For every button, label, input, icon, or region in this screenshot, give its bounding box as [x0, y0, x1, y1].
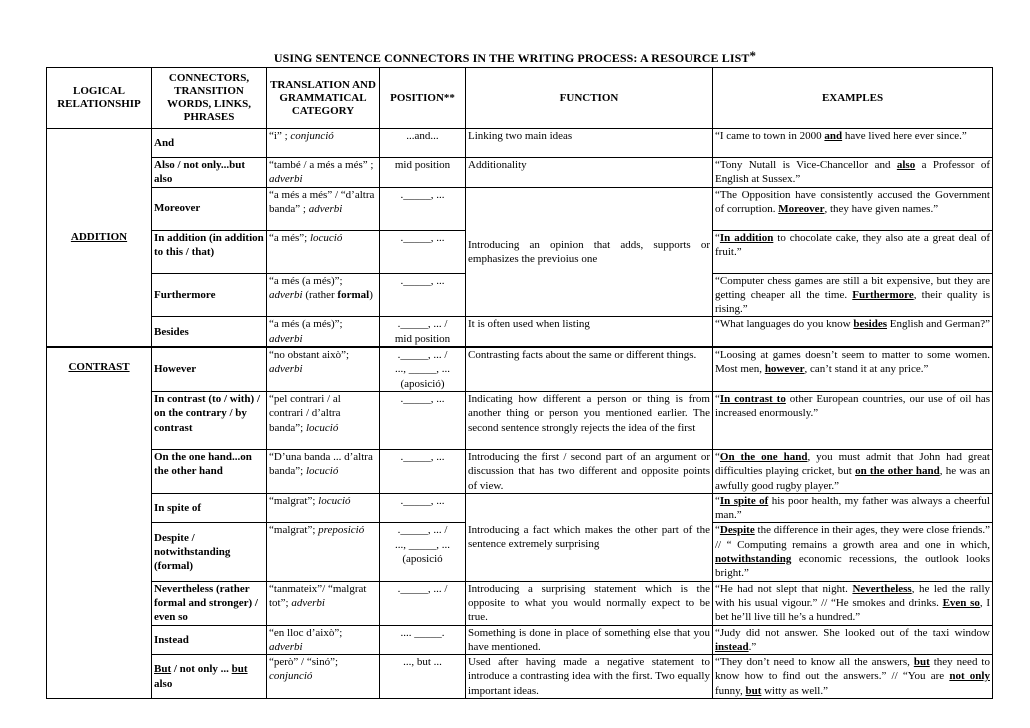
translation-cell: “però” / “sinó”; conjunció	[267, 655, 380, 699]
translation-cell: “a més”; locució	[267, 230, 380, 273]
translation-cell: “pel contrari / al contrari / d’altra banda”; locució	[267, 391, 380, 449]
header-examples: EXAMPLES	[713, 68, 993, 129]
function-cell: Introducing the first / second part of an argument or discussion that has two different and opposite points of view.	[466, 449, 713, 493]
example-cell: “In spite of his poor health, my father was always a cheerful man.”	[713, 493, 993, 523]
function-cell: Used after having made a negative statement to introduce a contrasting idea with the first. Two equally important ideas.	[466, 655, 713, 699]
title-footnote-mark: *	[749, 48, 757, 63]
function-cell: Linking two main ideas	[466, 129, 713, 158]
table-row	[47, 317, 993, 347]
position-cell: ._____, ... / ..., _____, ... (aposició	[380, 523, 466, 581]
table-row	[47, 129, 993, 158]
connector-cell: Also / not only...but also	[152, 158, 267, 188]
example-cell: “I came to town in 2000 and have lived here ever since.”	[713, 129, 993, 158]
table-row	[47, 581, 993, 625]
header-relationship: LOGICAL RELATIONSHIP	[47, 68, 152, 129]
table-row	[47, 655, 993, 699]
header-translation: TRANSLATION AND GRAMMATICAL CATEGORY	[267, 68, 380, 129]
position-cell: mid position	[380, 158, 466, 188]
table-row	[47, 187, 993, 230]
example-cell: “The Opposition have consistently accused the Government of corruption. Moreover, they have given names.”	[713, 187, 993, 230]
table-row	[47, 158, 993, 188]
table-row	[47, 449, 993, 493]
translation-cell: “a més (a més)”; adverbi	[267, 317, 380, 347]
function-cell: Indicating how different a person or thing is from another thing or person you mentioned earlier. The second sentence strongly rejects the idea of the first	[466, 391, 713, 449]
connector-cell: Instead	[152, 625, 267, 655]
table-row	[47, 347, 993, 391]
page-title: USING SENTENCE CONNECTORS IN THE WRITING PROCESS: A RESOURCE LIST*	[273, 48, 757, 65]
header-function: FUNCTION	[466, 68, 713, 129]
section-contrast: CONTRAST	[47, 347, 152, 699]
position-cell: ._____, ... /	[380, 581, 466, 625]
translation-cell: “malgrat”; preposició	[267, 523, 380, 581]
translation-cell: “en lloc d’això”; adverbi	[267, 625, 380, 655]
header-row	[47, 68, 993, 129]
position-cell: ._____, ...	[380, 493, 466, 523]
header-connectors: CONNECTORS, TRANSITION WORDS, LINKS, PHRASES	[152, 68, 267, 129]
position-cell: .... _____.	[380, 625, 466, 655]
connector-cell: Besides	[152, 317, 267, 347]
connector-cell: In addition (in addition to this / that)	[152, 230, 267, 273]
position-cell: ._____, ... / ..., _____, ... (aposició)	[380, 347, 466, 391]
connector-cell: Moreover	[152, 187, 267, 230]
connector-cell: But / not only ... but also	[152, 655, 267, 699]
connector-cell: In contrast (to / with) / on the contrary / by contrast	[152, 391, 267, 449]
connector-cell: On the one hand...on the other hand	[152, 449, 267, 493]
position-cell: ._____, ...	[380, 391, 466, 449]
translation-cell: “i” ; conjunció	[267, 129, 380, 158]
table-row	[47, 493, 993, 523]
translation-cell: “malgrat”; locució	[267, 493, 380, 523]
header-position: POSITION**	[380, 68, 466, 129]
position-cell: ._____, ... / mid position	[380, 317, 466, 347]
position-cell: ._____, ...	[380, 187, 466, 230]
position-cell: ._____, ...	[380, 449, 466, 493]
translation-cell: “a més (a més)”; adverbi (rather formal)	[267, 273, 380, 317]
example-cell: “Despite the difference in their ages, they were close friends.” // “ Computing remains a growth area and one in which, notwithstanding economic recessions, the outlook looks bright.”	[713, 523, 993, 581]
function-cell: Additionality	[466, 158, 713, 188]
function-cell: Introducing an opinion that adds, supports or emphasizes the previoius one	[466, 187, 713, 317]
translation-cell: “a més a més” / “d’altra banda” ; adverbi	[267, 187, 380, 230]
table-row	[47, 391, 993, 449]
connector-cell: Furthermore	[152, 273, 267, 317]
connector-cell: Nevertheless (rather formal and stronger) / even so	[152, 581, 267, 625]
position-cell: ._____, ...	[380, 230, 466, 273]
section-addition: ADDITION	[47, 129, 152, 348]
translation-cell: “no obstant això”; adverbi	[267, 347, 380, 391]
function-cell: Introducing a surprising statement which is the opposite to what you would normally expect to be true.	[466, 581, 713, 625]
example-cell: “They don’t need to know all the answers, but they need to know how to find out the answers.” // “You are not only funny, but witty as well.”	[713, 655, 993, 699]
translation-cell: “també / a més a més” ; adverbi	[267, 158, 380, 188]
connector-cell: And	[152, 129, 267, 158]
function-cell: Something is done in place of something else that you have mentioned.	[466, 625, 713, 655]
example-cell: “Computer chess games are still a bit expensive, but they are getting cheaper all the time. Furthermore, their quality is rising.”	[713, 273, 993, 317]
example-cell: “In contrast to other European countries, our use of oil has increased enormously.”	[713, 391, 993, 449]
example-cell: “He had not slept that night. Nevertheless, he led the rally with his usual vigour.” // “He smokes and drinks. Even so, I bet he’ll live till he’s a hundred.”	[713, 581, 993, 625]
example-cell: “Judy did not answer. She looked out of the taxi window instead.”	[713, 625, 993, 655]
example-cell: “Tony Nutall is Vice-Chancellor and also a Professor of English at Sussex.”	[713, 158, 993, 188]
position-cell: ._____, ...	[380, 273, 466, 317]
position-cell: ..., but ...	[380, 655, 466, 699]
example-cell: “On the one hand, you must admit that John had great difficulties playing cricket, but on the other hand, he was an awfully good rugby player.”	[713, 449, 993, 493]
function-cell: Contrasting facts about the same or different things.	[466, 347, 713, 391]
function-cell: It is often used when listing	[466, 317, 713, 347]
connector-cell: However	[152, 347, 267, 391]
connectors-table	[46, 67, 993, 699]
example-cell: “Loosing at games doesn’t seem to matter to some women. Most men, however, can’t stand it at any price.”	[713, 347, 993, 391]
translation-cell: “tanmateix”/ “malgrat tot”; adverbi	[267, 581, 380, 625]
function-cell: Introducing a fact which makes the other part of the sentence extremely surprising	[466, 493, 713, 581]
position-cell: ...and...	[380, 129, 466, 158]
translation-cell: “D’una banda ... d’altra banda”; locució	[267, 449, 380, 493]
example-cell: “What languages do you know besides English and German?”	[713, 317, 993, 347]
example-cell: “In addition to chocolate cake, they also ate a great deal of fruit.”	[713, 230, 993, 273]
connector-cell: In spite of	[152, 493, 267, 523]
connector-cell: Despite / notwithstanding (formal)	[152, 523, 267, 581]
table-row	[47, 625, 993, 655]
